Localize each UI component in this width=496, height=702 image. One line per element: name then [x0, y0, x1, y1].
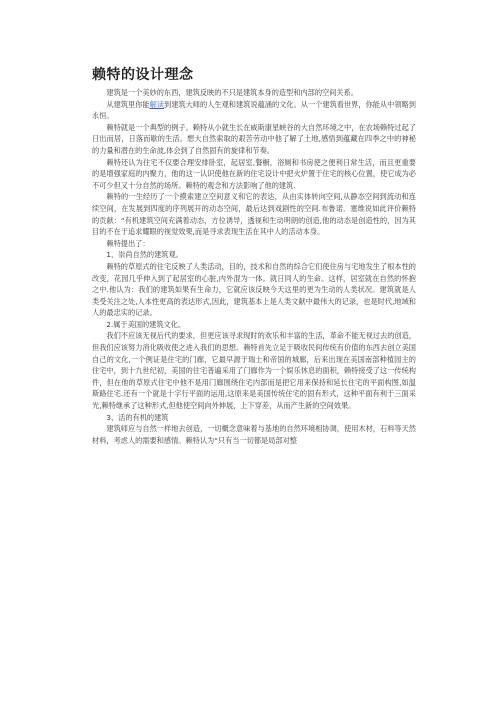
document-title: 赖特的设计理念: [92, 67, 194, 83]
paragraph: 赖特还认为住宅不仅要合理安排卧室，起居室,餐橱，浴厕和书房使之便利日常生活，而且更重要的是增强家庭的内聚力，他的这一认识使他在新的住宅设计中把火炉置于住宅的核心位置，使它成为必不可少但又十分自然的场所。赖特的观念和方法影响了他的建筑.: [92, 157, 416, 190]
section-heading: 2.属于美国的建筑文化。: [106, 319, 186, 329]
paragraph: 赖特就是一个典型的例子。赖特从小就生长在威斯康星峡谷的大自然环境之中，在农场赖特过起了日出而居，日落而歇的生活。想大自然索取的艰苦劳动中他了解了土地,感悟到蕴藏在四季之中的神秘的力量和潜在的生命波,体会到了自然固有的旋律和节奏。: [92, 122, 416, 155]
paragraph: 赖特的一生经历了一个摸索建立空间意义和它的表达，从由实体转向空间,从静态空间到流动和连续空间，在发展到四度的序列展开的动态空间，最后达到戏剧性的空间.布鲁诺．塞维说如此评价赖特的贡献：“有机建筑空间充满着动态，方位诱导，透视和生动明朗的创造,他的动态是创造性的，因为其目的不在于追求耀眼的视觉效果,而是寻求表现生活在其中人的活动本身。: [92, 192, 416, 237]
paragraph-with-link: [92, 99, 416, 122]
paragraph: 我们不应该无视后代的要求，但更应该寻求现时的欢乐和丰富的生活，革命不能无视过去的创造，但我们应该努力消化吸收使之进入我们的思想。赖特首先立足于吸收民间传统有价值的东西去创立美国自己的文化,一个例证是住宅的门廊，它最早源于瑞士和帝国的城廊，后来出现在美国南部种植园主的住宅中，到十九世纪初，美国的住宅普遍采用了门廊作为一个娱乐休息的面积，赖特接受了这一传统构件，但在他的草原式住宅中他不是用门廊围绕住宅内部而是把它用来保持和延长住宅的平面构图,如温斯路住宅.还有一个就是十字行平面的运用,这原来是美国传统住宅的固有形式，这种平面有利于三面采光,赖特继承了这种形式,但他使空间向外伸展，上下穿差，从而产生新的空间效果。: [92, 331, 416, 411]
document-body: [92, 87, 416, 446]
paragraph: 建筑是一个美妙的东西，建筑反映的不只是建筑本身的造型和内部的空间关系。: [106, 88, 358, 97]
paragraph: 赖特的草原式的住宅反映了人类活动，目的，技术和自然的综合它们使住房与宅地发生了根本性的改变，花园几乎伸入到了起居室的心脏,内外混为一体。就日同人的生命。这样，居室就在自然的怀抱之中.他认为：我们的建筑如果有生命力，它就应该反映今天这里的更为生动的人类状况。建筑就是人类受关注之处,人本性更高的表达形式,因此，建筑基本上是人类文献中最伟大的记录，也是时代,地域和人的最忠实的记录。: [92, 261, 416, 318]
paragraph-text: 从建筑里你能: [106, 99, 150, 109]
paragraph: 赖特提出了：: [106, 238, 150, 248]
section-heading: 1、崇尚自然的建筑观。: [106, 250, 183, 260]
section-heading: 3、活的有机的建筑: [106, 412, 169, 422]
interpret-link[interactable]: 解读: [149, 99, 164, 109]
paragraph: 建筑师应与自然一样地去创造，一切概念意味着与基地的自然环境相协调，使用木材，石料等天然材料，考虑人的需要和感情。赖特认为“只有当一切都是局部对整: [92, 424, 416, 445]
paragraph-text: 到建筑大师的人生观和建筑说蕴涵的文化。从一个建筑看世界，你能从中领略到永恒。: [92, 99, 416, 121]
